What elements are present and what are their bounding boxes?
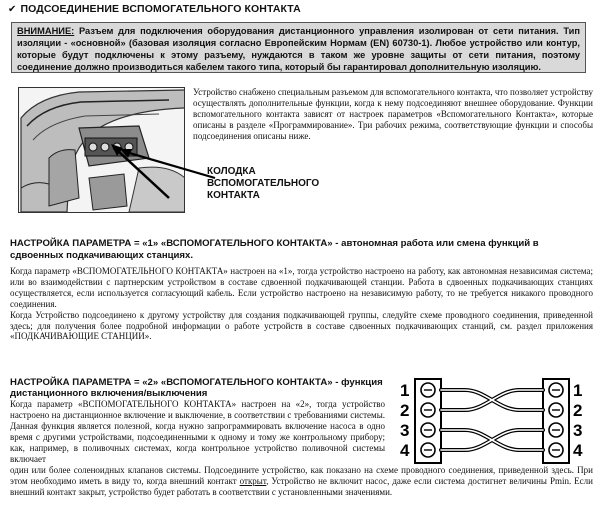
intro-paragraph: Устройство снабжено специальным разъемом для вспомогательного контакта, что позволяет устройству осуществлять дополнительные функции, когда к нему подсоединяют внешнее оборудование. Функции вспомогательного контакта зависят от настроек параметров «Вспомогательного Контакта», которые описаны в разделе «Программирование». Три рабочих режима, соответствующие функции и способы подсоединения описаны ниже. (193, 87, 593, 141)
section-title: ПОДСОЕДИНЕНИЕ ВСПОМОГАТЕЛЬНОГО КОНТАКТА (20, 3, 301, 15)
param2-text-part: один или более соленоидных клапанов системы. Подсоедините устройство, как показано на схеме проводного соединения, приведенной здесь. При этом необходимо иметь в виду то, когда внешний контакт (10, 465, 593, 486)
param2-text: Когда параметр «ВСПОМОГАТЕЛЬНОГО КОНТАКТА» настроен на «2», тогда устройство настроено на дистанционное включение и выключение, в соответствии с требованиями системы. Данная функция является полезной, когда нужно запрограммировать включение насоса в одно время с другими устройствами, подсоединенными к одному и тому же контрольному прибору; как, например, в поливочных системах, когда контрольное устройство поливочной системы включает (10, 399, 385, 464)
callout-arrow (120, 140, 220, 190)
section-heading (8, 3, 301, 15)
param2-title-rest: - функция дистанционного включения/выключения (10, 377, 383, 400)
wire-number-left-2: 2 (400, 401, 410, 420)
param1-title-bold: НАСТРОЙКА ПАРАМЕТРА = «1» «ВСПОМОГАТЕЛЬНОГО КОНТАКТА» (10, 238, 333, 249)
warning-text: Разъем для подключения оборудования дистанционного управления изолирован от сети питания. Тип изоляции - «основной» (базовая изоляция согласно Европейским Нормам (EN) 60730-1). Любое устройство или контур, которые будут подключены к этому разъему, нуждаются в таком же уровне защиты от сети питания, поэтому соединение должно производиться кабелем такого типа, который бы гарантировал дополнительную изоляцию. (17, 26, 580, 72)
param1-title-rest: - автономная работа или смена функций в сдвоенных подкачивающих станциях. (10, 238, 539, 261)
check-icon: ✔ (8, 4, 17, 15)
callout-line: ВСПОМОГАТЕЛЬНОГО (207, 178, 320, 189)
param2-text-part: , Устройство не включит насос, даже если система достигнет величины Pmin. Если внешний контакт закрыт, устройство будет работать в соответствии с установленными значениями. (10, 475, 593, 497)
warning-box (11, 22, 586, 73)
param1-title (10, 238, 593, 262)
wire-number-right-1: 1 (573, 381, 583, 400)
wire-number-right-4: 4 (573, 441, 583, 460)
wire-number-right-2: 2 (573, 401, 583, 420)
param2-text-continued (10, 465, 593, 498)
param2-title (10, 377, 390, 400)
wire-number-left-1: 1 (400, 381, 410, 400)
callout-line: КОНТАКТА (207, 190, 260, 201)
warning-label: ВНИМАНИЕ: (17, 26, 75, 36)
param1-text: Когда параметр «ВСПОМОГАТЕЛЬНОГО КОНТАКТА» настроен на «1», тогда устройство настроено на работу, как автономная независимая система; или во взаимодействии с партнерским устройством в составе сдвоенной подкачивающей станции. Работа в сдвоенных подкачивающих станциях осуществляется, если используется согласующий кабель. Если устройство настроено на независимую работу, то не требуется никакого проводного соединения. Когда Устройство подсоединено к другому устройству для создания подкачивающей группы, следуйте схеме проводного соединения, приведенной здесь; для получения более подробной информации о работе устройств в составе сдвоенных подкачивающих станций, см. раздел приложения «ПОДКАЧИВАЮЩИЕ СТАНЦИИ». (10, 266, 593, 342)
wire-number-right-3: 3 (573, 421, 583, 440)
wire-number-left-3: 3 (400, 421, 410, 440)
crossover-wires (441, 390, 543, 450)
connector-callout (207, 166, 357, 202)
param2-title-bold: НАСТРОЙКА ПАРАМЕТРА = «2» «ВСПОМОГАТЕЛЬНОГО КОНТАКТА» (10, 377, 333, 388)
callout-line: КОЛОДКА (207, 166, 256, 177)
wire-number-left-4: 4 (400, 441, 410, 460)
wiring-diagram (397, 375, 587, 467)
param2-text-underlined: открыт (239, 475, 267, 486)
